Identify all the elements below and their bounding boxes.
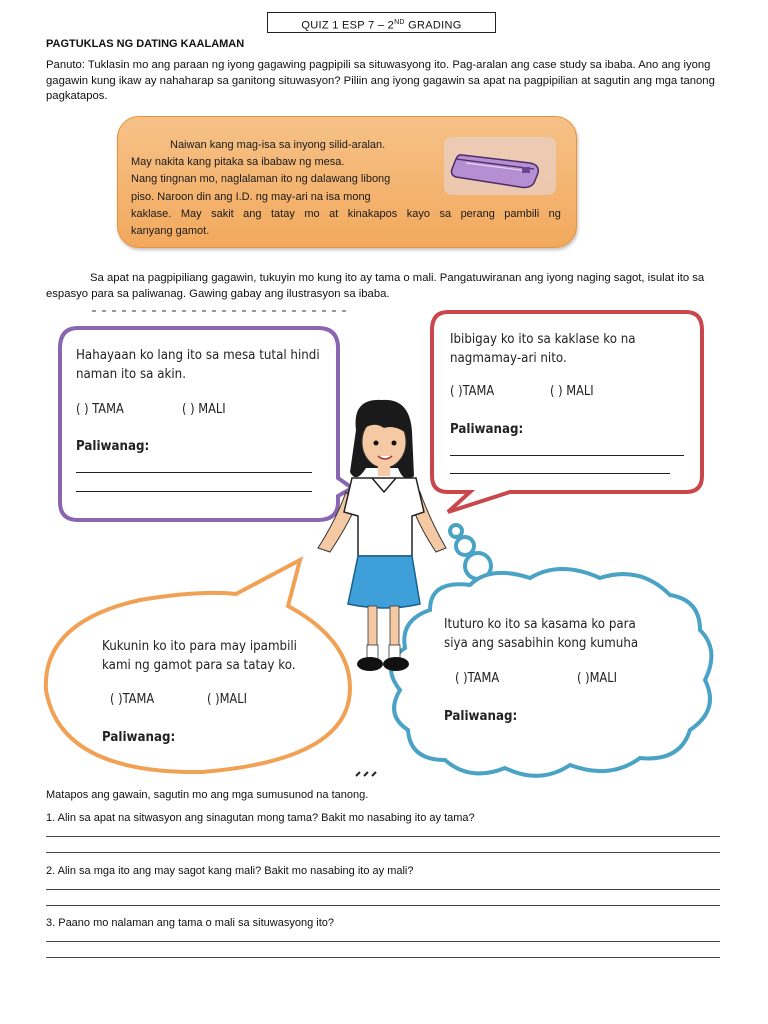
questions-intro: Matapos ang gawain, sagutin mo ang mga sumusunod na tanong. xyxy=(46,789,369,801)
case-word: mo xyxy=(304,207,320,220)
quiz-title-sup: ND xyxy=(394,19,405,26)
case-word: May xyxy=(180,207,202,220)
red-bubble-text xyxy=(450,330,661,368)
purple-tama-option[interactable]: ( ) TAMA xyxy=(76,402,124,417)
case-line-5 xyxy=(131,206,561,223)
answer-line-q2-a[interactable] xyxy=(46,889,720,890)
case-word: kinakapos xyxy=(347,207,398,220)
red-answer-line-1[interactable] xyxy=(450,455,684,456)
case-word: tatay xyxy=(271,207,295,220)
purse-icon xyxy=(444,137,556,195)
red-paliwanag-label: Paliwanag: xyxy=(450,421,524,437)
case-word: kayo xyxy=(406,207,430,220)
blue-mali-option[interactable]: ( )MALI xyxy=(577,671,618,686)
red-answer-line-2[interactable] xyxy=(450,473,670,474)
instructions-paragraph: Panuto: Tuklasin mo ang paraan ng iyong gagawing pagpipili sa situwasyong ito. Pag-aralan ang case study sa ibaba. Ano ang iyong gagawin kung ikaw ay nahaharap sa ganitong situwasyon? Piliin ang iyong gagawin sa apat na pagpipilian at sagutin ang mga tanong pagkatapos. xyxy=(46,59,715,102)
blue-bubble-text xyxy=(444,615,665,653)
purple-answer-line-2[interactable] xyxy=(76,491,312,492)
case-word: kaklase. xyxy=(131,207,172,220)
orange-mali-option[interactable]: ( )MALI xyxy=(207,692,248,707)
case-line-3: Nang tingnan mo, naglalaman ito ng dalawang libong xyxy=(131,173,391,186)
answer-line-q3-a[interactable] xyxy=(46,941,720,942)
case-word: ng xyxy=(548,207,561,220)
case-word: sa xyxy=(439,207,452,220)
purple-question-line-2: naman ito sa akin. xyxy=(76,366,186,382)
case-line-4: piso. Naroon din ang I.D. ng may-ari na isa mong xyxy=(131,190,371,203)
case-word: perang xyxy=(460,207,495,220)
red-question-line-1: Ibibigay ko ito sa kaklase ko na xyxy=(450,331,636,347)
purple-bubble-text xyxy=(76,346,353,384)
question-3: 3. Paano mo nalaman ang tama o mali sa situwasyong ito? xyxy=(46,917,334,929)
purple-answer-line-1[interactable] xyxy=(76,472,312,473)
orange-paliwanag-label: Paliwanag: xyxy=(102,729,176,745)
blue-question-line-2: siya ang sasabihin kong kumuha xyxy=(444,635,639,651)
orange-bubble-text xyxy=(102,637,324,675)
red-question-line-2: nagmamay-ari nito. xyxy=(450,350,567,366)
blue-question-line-1: Ituturo ko ito sa kasama ko para xyxy=(444,616,636,632)
purple-mali-option[interactable]: ( ) MALI xyxy=(182,402,226,417)
case-word: sakit xyxy=(211,207,234,220)
orange-question-line-2: kami ng gamot para sa tatay ko. xyxy=(102,657,296,673)
case-line-1: Naiwan kang mag-isa sa inyong silid-aralan. xyxy=(170,139,386,151)
answer-line-q1-a[interactable] xyxy=(46,836,720,837)
quiz-title-box xyxy=(267,12,496,33)
answer-line-q2-b[interactable] xyxy=(46,905,720,906)
case-line-2: May nakita kang pitaka sa ibabaw ng mesa. xyxy=(131,156,345,169)
quiz-title-suffix: GRADING xyxy=(404,19,462,32)
section-heading: PAGTUKLAS NG DATING KAALAMAN xyxy=(46,38,245,50)
task-instruction: Sa apat na pagpipiliang gagawin, tukuyin mo kung ito ay tama o mali. Pangatuwiranan ang iyong naging sagot, isulat ito sa espasyo para sa paliwanag. Gawing gabay ang ilustrasyon sa ibaba. xyxy=(46,272,705,300)
case-study-box xyxy=(117,116,577,248)
blue-paliwanag-label: Paliwanag: xyxy=(444,708,518,724)
case-line-6: kanyang gamot. xyxy=(131,225,210,238)
red-tama-option[interactable]: ( )TAMA xyxy=(450,384,495,399)
purple-question-line-1: Hahayaan ko lang ito sa mesa tutal hindi xyxy=(76,347,320,363)
quiz-title-prefix: QUIZ 1 ESP 7 – 2 xyxy=(301,19,395,32)
case-word: at xyxy=(329,207,339,220)
blue-tama-option[interactable]: ( )TAMA xyxy=(455,671,500,686)
orange-tama-option[interactable]: ( )TAMA xyxy=(110,692,155,707)
case-word: ang xyxy=(243,207,262,220)
red-mali-option[interactable]: ( ) MALI xyxy=(550,384,594,399)
question-2: 2. Alin sa mga ito ang may sagot kang mali? Bakit mo nasabing ito ay mali? xyxy=(46,865,414,877)
orange-question-line-1: Kukunin ko ito para may ipambili xyxy=(102,638,297,654)
answer-line-q3-b[interactable] xyxy=(46,957,720,958)
purple-paliwanag-label: Paliwanag: xyxy=(76,438,150,454)
case-word: pambili xyxy=(504,207,540,220)
answer-line-q1-b[interactable] xyxy=(46,852,720,853)
question-1: 1. Alin sa apat na sitwasyon ang sinagutan mong tama? Bakit mo nasabing ito ay tama? xyxy=(46,812,475,824)
